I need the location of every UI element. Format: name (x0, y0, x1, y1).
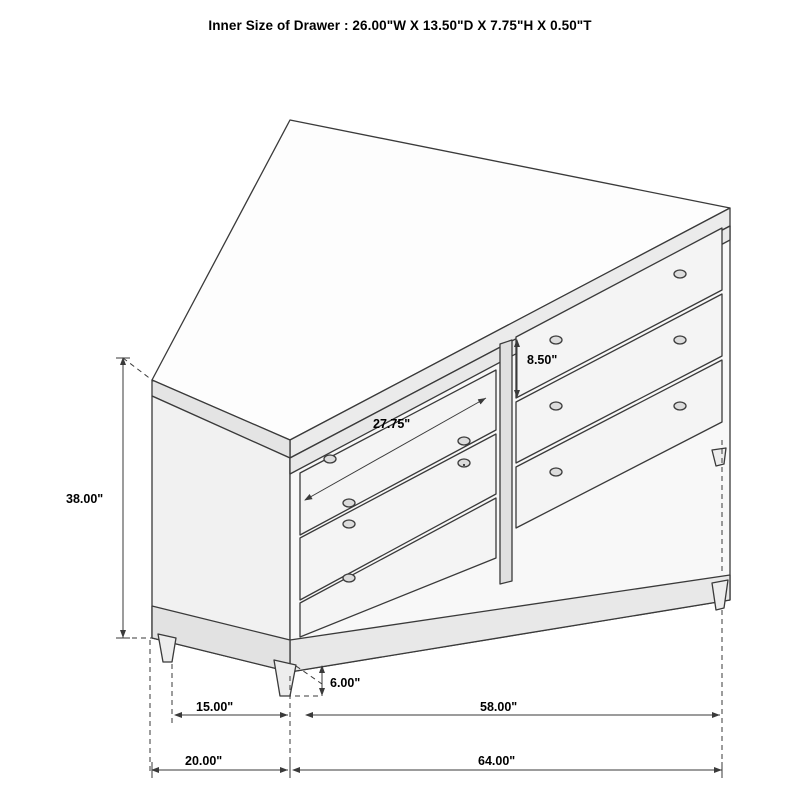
label-drawer-width: 27.75" (373, 417, 411, 431)
page-title: Inner Size of Drawer : 26.00"W X 13.50"D X 7.75"H X 0.50"T (208, 18, 592, 33)
dresser-illustration (152, 120, 730, 696)
ext-line-top-left (123, 358, 152, 380)
knob-icon (464, 465, 465, 466)
knob-icon (674, 336, 686, 344)
label-drawer-height: 8.50" (527, 353, 558, 367)
leg-front-left (274, 660, 296, 696)
knob-icon (550, 336, 562, 344)
knob-icon (343, 520, 355, 528)
leg-front-right (712, 580, 728, 610)
knob-icon (343, 574, 355, 582)
knob-icon (343, 499, 355, 507)
center-stile (500, 340, 512, 584)
knob-icon (324, 455, 336, 463)
label-depth: 20.00" (185, 754, 223, 768)
label-side-depth: 15.00" (196, 700, 234, 714)
knob-icon (550, 402, 562, 410)
knob-icon (458, 437, 470, 445)
label-front-width: 58.00" (480, 700, 518, 714)
leg-back-left (158, 634, 176, 662)
label-width: 64.00" (478, 754, 516, 768)
label-leg-height: 6.00" (330, 676, 361, 690)
knob-icon (550, 468, 562, 476)
knob-icon (674, 402, 686, 410)
label-height: 38.00" (66, 492, 104, 506)
knob-icon (674, 270, 686, 278)
